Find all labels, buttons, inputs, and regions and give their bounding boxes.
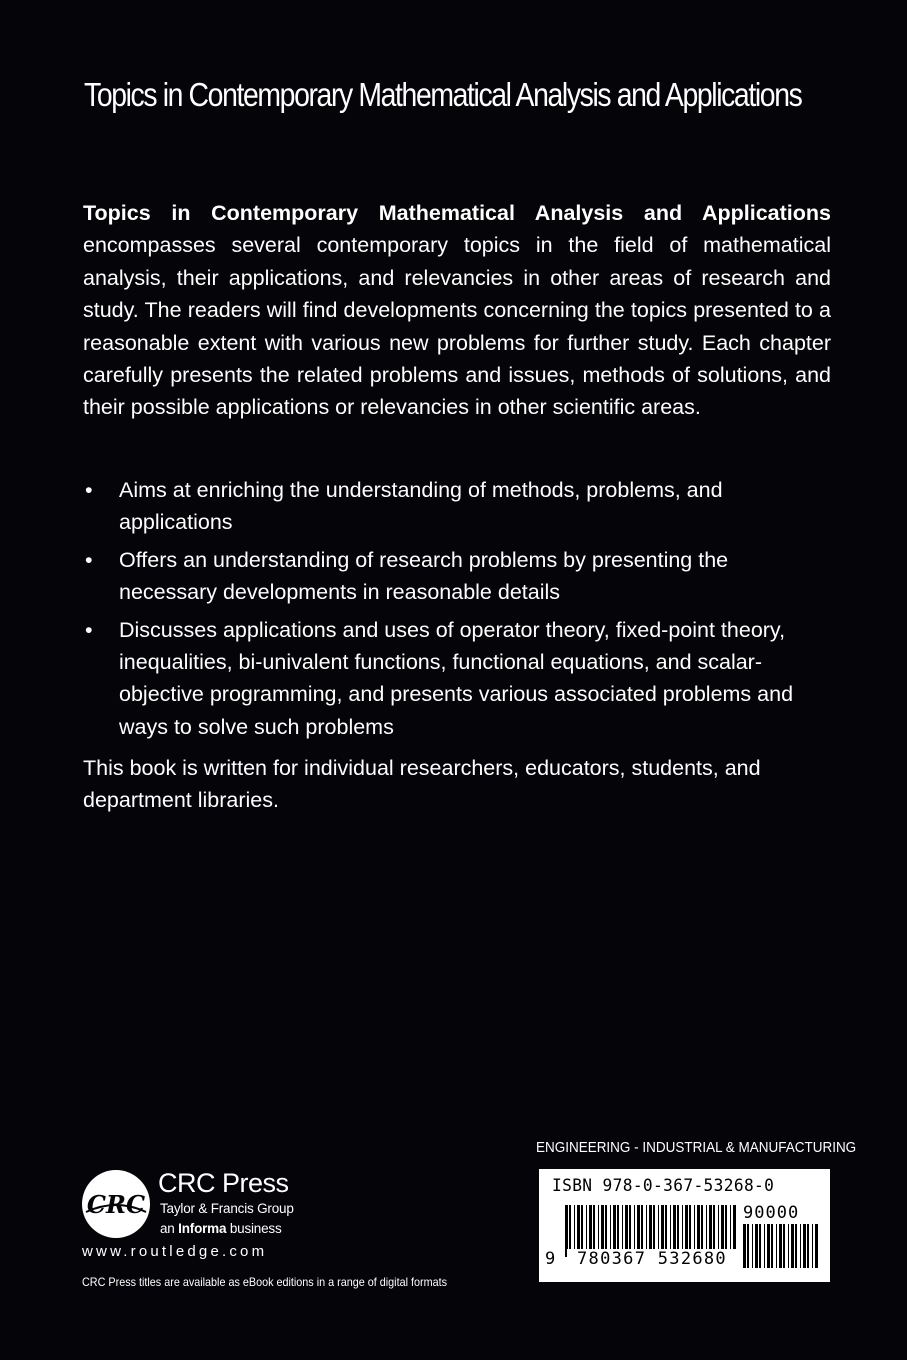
book-title: Topics in Contemporary Mathematical Analysis and Applications [84,76,802,113]
business-suffix: business [226,1221,282,1236]
ean-digits: 780367 532680 [567,1249,737,1269]
feature-list [83,474,831,748]
barcode-bar [747,1224,749,1268]
barcode-bar [752,1224,753,1268]
price-code: 90000 [743,1203,800,1223]
publisher-name: CRC Press [158,1168,289,1198]
barcode-bar [776,1224,777,1268]
business-brand: Informa [178,1221,227,1236]
barcode-bar [779,1224,782,1268]
feature-item [83,544,831,609]
publisher-group: Taylor & Francis Group [160,1201,294,1216]
bullet-icon: • [85,547,93,572]
barcode-bar [815,1224,818,1268]
barcode-addon-bars [743,1224,821,1268]
feature-item [83,614,831,744]
barcode-bar [759,1224,761,1268]
barcode-bar [788,1224,789,1268]
publisher-business [160,1221,282,1236]
barcode-bar [791,1224,794,1268]
barcode-bar [764,1224,765,1268]
feature-item [83,474,831,539]
isbn-number: ISBN 978-0-367-53268-0 [552,1176,775,1196]
barcode-bar [755,1224,758,1268]
audience-statement: This book is written for individual researchers, educators, students, and department libraries. [83,756,761,813]
subject-category: ENGINEERING - INDUSTRIAL & MANUFACTURING [536,1140,857,1156]
ean-first-digit: 9 [545,1249,556,1269]
barcode-bar [803,1224,806,1268]
book-description [83,197,831,424]
barcode-bar [743,1224,746,1268]
barcode-bar [800,1224,801,1268]
ebook-note: CRC Press titles are available as eBook editions in a range of digital formats [82,1275,447,1289]
barcode-bar [812,1224,813,1268]
barcode-bar [795,1224,797,1268]
feature-text: Aims at enriching the understanding of methods, problems, and applications [119,478,723,535]
barcode-bar [783,1224,785,1268]
barcode-bar [767,1224,770,1268]
business-prefix: an [160,1221,179,1236]
description-body: encompasses several contemporary topics in the field of mathematical analysis, their applications, and relevancies in other areas of research and study. The readers will find developments concerning the topics presented to a reasonable extent with various new problems for further study. Each chapter carefully presents the related problems and issues, methods of solutions, and their possible applications or relevancies in other scientific areas. [83,233,831,420]
description-title: Topics in Contemporary Mathematical Analysis and Applications [83,201,831,225]
publisher-website: www.routledge.com [82,1243,268,1260]
crc-press-logo-icon [80,1168,152,1240]
feature-text: Discusses applications and uses of operator theory, fixed-point theory, inequalities, bi-univalent functions, functional equations, and scalar-objective programming, and presents various associated problems and ways to solve such problems [119,617,794,739]
logo-lettering: CRC [86,1190,146,1219]
barcode-bar [807,1224,809,1268]
barcode-bar [771,1224,773,1268]
bullet-icon: • [85,478,93,502]
isbn-barcode [539,1169,830,1282]
bullet-icon: • [85,617,93,642]
feature-text: Offers an understanding of research problems by presenting the necessary developments in reasonable details [119,547,729,605]
